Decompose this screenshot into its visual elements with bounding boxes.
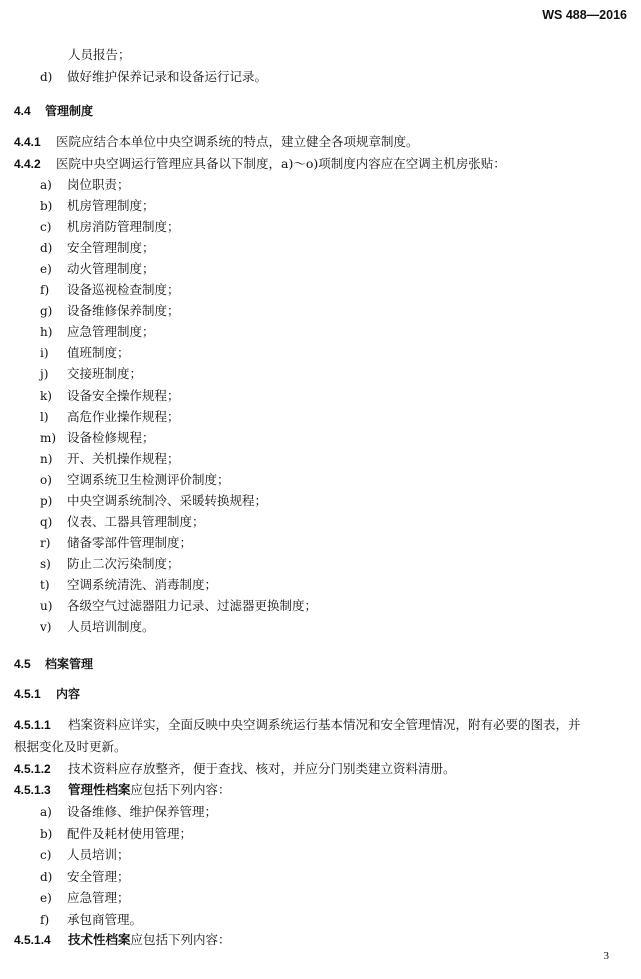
list-item xyxy=(40,803,217,821)
list-label: j) xyxy=(40,367,49,382)
continuation-text: 人员报告； xyxy=(68,47,131,62)
clause-bold-term: 管理性档案 xyxy=(68,782,131,797)
list-item xyxy=(40,889,130,907)
list-text: 设备检修规程； xyxy=(67,429,155,445)
list-item xyxy=(40,365,142,383)
standard-code-header: WS 488—2016 xyxy=(542,8,627,22)
list-item xyxy=(40,576,217,594)
clause-text: 应包括下列内容： xyxy=(130,782,231,797)
list-item xyxy=(40,825,192,843)
clause-bold-term: 技术性档案 xyxy=(68,932,131,947)
section-heading-4-4 xyxy=(14,102,93,120)
list-text: 储备零部件管理制度； xyxy=(67,534,193,550)
list-label: a) xyxy=(40,805,52,819)
list-text: 中央空调系统制冷、采暖转换规程； xyxy=(67,492,268,508)
list-label: f) xyxy=(40,283,50,298)
section-heading-4-5 xyxy=(14,655,93,673)
paragraph-4-4-2 xyxy=(14,155,506,173)
list-label: f) xyxy=(40,913,50,927)
clause-number: 4.5.1.1 xyxy=(14,718,51,732)
clause-number: 4.4.1 xyxy=(14,135,41,149)
list-item xyxy=(40,492,267,510)
list-text: 配件及耗材使用管理； xyxy=(67,825,193,841)
list-label: v) xyxy=(40,620,52,635)
list-text: 人员培训制度。 xyxy=(67,619,155,635)
list-label: u) xyxy=(40,599,53,613)
clause-text: 医院应结合本单位中央空调系统的特点，建立健全各项规章制度。 xyxy=(56,134,419,149)
list-text: 动火管理制度； xyxy=(67,261,155,277)
list-item xyxy=(40,344,130,362)
list-text: 机房管理制度； xyxy=(67,198,155,214)
list-text: 设备巡视检查制度； xyxy=(67,282,180,298)
clause-number: 4.5.1.3 xyxy=(14,783,51,797)
list-text: 承包商管理。 xyxy=(67,912,143,927)
list-item xyxy=(40,302,180,320)
section-heading-4-5-1 xyxy=(14,685,80,703)
clause-number: 4.5.1.2 xyxy=(14,762,51,776)
list-text: 安全管理； xyxy=(67,868,130,884)
list-label: c) xyxy=(40,848,52,863)
list-label: d) xyxy=(40,241,53,256)
list-label: m) xyxy=(40,430,57,445)
list-item xyxy=(40,260,155,278)
list-text: 设备安全操作规程； xyxy=(67,387,180,403)
list-item xyxy=(40,846,130,864)
list-text: 做好维护保养记录和设备运行记录。 xyxy=(67,69,268,84)
list-text: 空调系统卫生检测评价制度； xyxy=(67,471,230,487)
list-label: k) xyxy=(40,388,52,403)
list-text: 防止二次污染制度； xyxy=(67,555,180,571)
list-item xyxy=(40,68,267,86)
list-item xyxy=(40,323,155,341)
list-item xyxy=(40,239,155,257)
list-text: 岗位职责； xyxy=(67,177,130,192)
list-label: p) xyxy=(40,493,53,508)
list-item xyxy=(40,281,180,299)
list-item xyxy=(40,868,130,886)
list-item xyxy=(40,618,155,636)
list-label: n) xyxy=(40,451,53,466)
list-label: a) xyxy=(40,178,52,192)
list-label: g) xyxy=(40,304,53,319)
list-label: h) xyxy=(40,325,53,340)
clause-text: 应包括下列内容： xyxy=(130,932,231,947)
list-text: 应急管理； xyxy=(67,890,130,906)
list-label: b) xyxy=(40,199,53,214)
list-label: i) xyxy=(40,346,49,361)
list-item xyxy=(40,408,180,426)
list-text: 高危作业操作规程； xyxy=(67,408,180,424)
section-title: 管理制度 xyxy=(45,104,94,118)
list-label: o) xyxy=(40,472,52,487)
list-label: b) xyxy=(40,826,53,841)
list-text: 值班制度； xyxy=(67,345,130,361)
clause-text-line2: 根据变化及时更新。 xyxy=(14,739,127,754)
list-text: 空调系统清洗、消毒制度； xyxy=(67,576,218,592)
list-label: q) xyxy=(40,514,53,529)
list-label: c) xyxy=(40,220,52,235)
clause-text-line1: 档案资料应详实，全面反映中央空调系统运行基本情况和安全管理情况，附有必要的图表，并 xyxy=(68,717,581,732)
list-label: e) xyxy=(40,891,52,906)
list-label: t) xyxy=(40,577,50,592)
list-text: 开、关机操作规程； xyxy=(67,450,180,466)
list-text: 设备维修、维护保养管理； xyxy=(67,804,218,819)
list-text: 人员培训； xyxy=(67,847,130,863)
paragraph-4-5-1-2 xyxy=(14,760,456,778)
list-text: 各级空气过滤器阻力记录、过滤器更换制度； xyxy=(67,598,318,613)
section-number: 4.5.1 xyxy=(14,687,41,701)
list-label: r) xyxy=(40,535,51,550)
paragraph-4-5-1-4 xyxy=(14,931,231,949)
page-number: 3 xyxy=(603,950,609,962)
section-title: 档案管理 xyxy=(45,657,94,671)
list-text: 设备维修保养制度； xyxy=(67,303,180,319)
list-label: e) xyxy=(40,262,52,277)
list-item xyxy=(40,450,180,468)
list-text: 仪表、工器具管理制度； xyxy=(67,513,205,529)
paragraph-4-5-1-3 xyxy=(14,781,231,799)
list-label: l) xyxy=(40,409,49,424)
section-number: 4.5 xyxy=(14,657,31,671)
list-text: 机房消防管理制度； xyxy=(67,219,180,235)
list-item xyxy=(40,218,180,236)
clause-text: 技术资料应存放整齐，便于查找、核对，并应分门别类建立资料清册。 xyxy=(68,761,456,776)
list-item xyxy=(40,387,180,405)
list-item xyxy=(40,911,142,929)
section-title: 内容 xyxy=(56,687,81,701)
paragraph-4-4-1 xyxy=(14,133,419,151)
list-text: 安全管理制度； xyxy=(67,240,155,256)
list-item xyxy=(40,471,230,489)
clause-number: 4.4.2 xyxy=(14,157,41,171)
list-item xyxy=(40,429,155,447)
paragraph-4-5-1-1 xyxy=(14,716,581,734)
list-label: d) xyxy=(40,70,53,84)
list-item xyxy=(40,597,317,615)
list-label: s) xyxy=(40,556,51,571)
list-item xyxy=(40,534,192,552)
list-label: d) xyxy=(40,869,53,884)
section-number: 4.4 xyxy=(14,104,31,118)
list-text: 交接班制度； xyxy=(67,366,143,382)
list-text: 应急管理制度； xyxy=(67,324,155,340)
list-item xyxy=(40,513,205,531)
list-item xyxy=(40,197,155,215)
list-item xyxy=(40,176,130,194)
clause-number: 4.5.1.4 xyxy=(14,933,51,947)
list-item xyxy=(40,555,180,573)
clause-text: 医院中央空调运行管理应具备以下制度，a)～o)项制度内容应在空调主机房张贴： xyxy=(56,156,506,171)
